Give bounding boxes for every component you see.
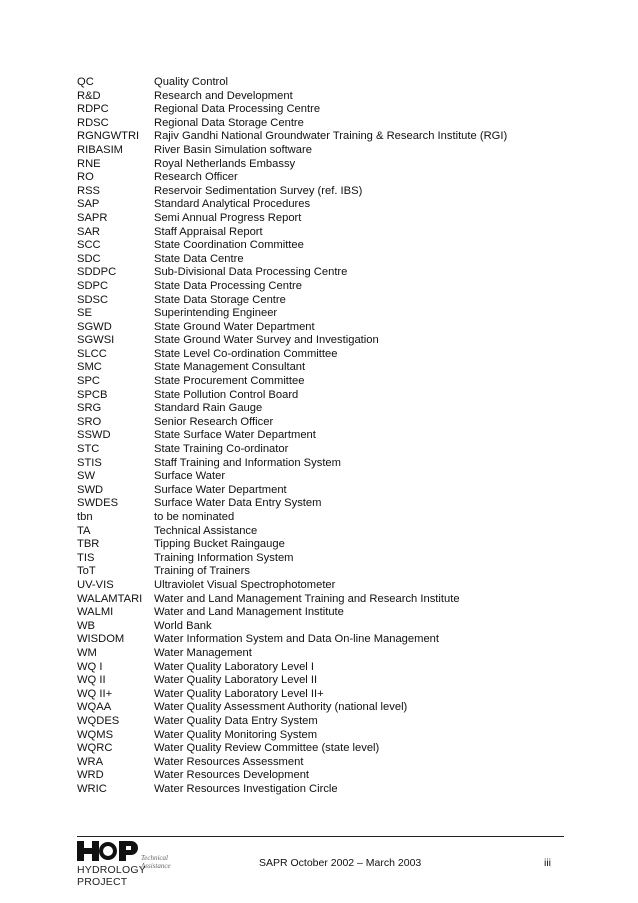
- logo-text: HYDROLOGY PROJECT: [77, 864, 146, 888]
- glossary-row: [77, 593, 507, 607]
- glossary-row: [77, 470, 507, 484]
- hp-logo-mark-icon: [77, 840, 139, 862]
- abbreviation: SDC: [77, 252, 101, 265]
- abbreviation: SWDES: [77, 497, 119, 510]
- abbreviation: tbn: [77, 511, 93, 523]
- hydrology-project-logo: [77, 840, 197, 888]
- abbreviation: ToT: [77, 565, 96, 578]
- page-number: iii: [544, 857, 551, 869]
- abbreviation: SRO: [77, 415, 102, 428]
- abbreviation: WM: [77, 646, 97, 659]
- definition: Surface Water: [154, 470, 226, 483]
- definition: Regional Data Storage Centre: [154, 116, 304, 129]
- abbreviation: RGNGWTRI: [77, 130, 140, 143]
- definition: Royal Netherlands Embassy: [154, 157, 296, 170]
- abbreviation: SDPC: [77, 279, 109, 292]
- abbreviation: SGWD: [77, 320, 112, 333]
- definition: Water Information System and Data On-line Management: [154, 633, 439, 646]
- abbreviation: WQ I: [77, 660, 103, 673]
- definition: Surface Water Department: [154, 483, 287, 496]
- definition: Staff Training and Information System: [154, 456, 341, 469]
- definition: Water Quality Review Committee (state level): [154, 742, 380, 755]
- abbreviation: SSWD: [77, 429, 111, 442]
- glossary-row: [77, 701, 507, 715]
- abbreviation: SE: [77, 307, 92, 320]
- abbreviation: WQRC: [77, 742, 113, 755]
- abbreviation: SAR: [77, 225, 101, 238]
- definition: Water Resources Assessment: [154, 755, 304, 768]
- abbreviation: RIBASIM: [77, 143, 124, 156]
- definition: Water Quality Data Entry System: [154, 714, 318, 727]
- definition: Tipping Bucket Raingauge: [154, 538, 285, 551]
- definition: Research and Development: [154, 89, 293, 102]
- report-period: SAPR October 2002 – March 2003: [259, 857, 422, 869]
- abbreviation: SW: [77, 470, 96, 483]
- glossary-row: [77, 90, 507, 104]
- abbreviation: STIS: [77, 456, 102, 469]
- definition: Standard Analytical Procedures: [154, 198, 311, 211]
- definition: Training Information System: [154, 551, 294, 564]
- glossary-row: [77, 348, 507, 362]
- glossary-row: [77, 158, 507, 172]
- definition: State Data Storage Centre: [154, 293, 286, 306]
- abbreviation: SPCB: [77, 388, 108, 401]
- glossary-row: [77, 307, 507, 321]
- abbreviation: WALAMTARI: [77, 592, 143, 605]
- glossary-row: [77, 443, 507, 457]
- definition: Training of Trainers: [154, 565, 250, 578]
- glossary-row: [77, 783, 507, 797]
- definition: Water Resources Development: [154, 769, 310, 782]
- glossary-row: [77, 457, 507, 471]
- abbreviation: SPC: [77, 375, 101, 388]
- abbreviation: RSS: [77, 184, 101, 197]
- glossary-row: [77, 729, 507, 743]
- glossary-row: [77, 253, 507, 267]
- definition: State Ground Water Survey and Investigation: [154, 334, 379, 347]
- definition: Senior Research Officer: [154, 415, 274, 428]
- abbreviation: SWD: [77, 483, 104, 496]
- abbreviation: STC: [77, 443, 100, 456]
- definition: Sub-Divisional Data Processing Centre: [154, 266, 348, 279]
- glossary-row: [77, 144, 507, 158]
- abbreviation: WISDOM: [77, 633, 125, 646]
- definition: Water Quality Laboratory Level II: [154, 674, 318, 687]
- abbreviation: WRIC: [77, 782, 107, 795]
- abbreviation: WQDES: [77, 714, 120, 727]
- glossary-row: [77, 647, 507, 661]
- glossary-row: [77, 620, 507, 634]
- abbreviation: WB: [77, 619, 96, 632]
- glossary-row: [77, 416, 507, 430]
- glossary-row: [77, 375, 507, 389]
- definition: Technical Assistance: [154, 524, 258, 537]
- glossary-row: [77, 239, 507, 253]
- glossary-row: [77, 565, 507, 579]
- abbreviation: TA: [77, 524, 91, 537]
- abbreviation: R&D: [77, 89, 101, 102]
- glossary-row: [77, 579, 507, 593]
- abbreviation: RO: [77, 171, 94, 184]
- glossary-row: [77, 389, 507, 403]
- definition: Superintending Engineer: [154, 307, 278, 320]
- abbreviation: SGWSI: [77, 334, 115, 347]
- abbreviation: UV-VIS: [77, 578, 114, 591]
- definition: Staff Appraisal Report: [154, 225, 263, 238]
- definition: Research Officer: [154, 171, 238, 184]
- glossary-row: [77, 130, 507, 144]
- glossary-row: [77, 769, 507, 783]
- definition: Water Quality Laboratory Level I: [154, 660, 315, 673]
- definition: Standard Rain Gauge: [154, 402, 263, 415]
- abbreviation: WQAA: [77, 701, 112, 714]
- definition: Surface Water Data Entry System: [154, 497, 322, 510]
- glossary-row: [77, 117, 507, 131]
- abbreviation: SLCC: [77, 347, 107, 360]
- definition: Water Quality Laboratory Level II+: [154, 687, 324, 700]
- glossary-row: [77, 429, 507, 443]
- glossary-row: [77, 402, 507, 416]
- definition: Water Quality Assessment Authority (national level): [154, 701, 408, 714]
- abbreviation: SCC: [77, 239, 101, 252]
- abbreviation: WQMS: [77, 728, 114, 741]
- glossary-row: [77, 552, 507, 566]
- logo-subtitle: Technical Assistance: [141, 854, 171, 870]
- definition: State Pollution Control Board: [154, 388, 299, 401]
- glossary-row: [77, 511, 507, 525]
- glossary-row: [77, 185, 507, 199]
- definition: State Coordination Committee: [154, 239, 304, 252]
- abbreviation: TIS: [77, 551, 95, 564]
- definition: State Ground Water Department: [154, 320, 315, 333]
- abbreviation: WQ II+: [77, 687, 113, 700]
- definition: Water and Land Management Institute: [154, 606, 344, 619]
- glossary-row: [77, 497, 507, 511]
- definition: State Surface Water Department: [154, 429, 316, 442]
- glossary-row: [77, 294, 507, 308]
- glossary-row: [77, 525, 507, 539]
- abbreviation: WALMI: [77, 606, 114, 619]
- glossary-list: [77, 76, 507, 796]
- definition: Quality Control: [154, 76, 228, 88]
- abbreviation: WQ II: [77, 674, 106, 687]
- definition: World Bank: [154, 619, 212, 632]
- definition: Reservoir Sedimentation Survey (ref. IBS): [154, 184, 363, 197]
- definition: Ultraviolet Visual Spectrophotometer: [154, 578, 336, 591]
- abbreviation: SAP: [77, 198, 100, 211]
- glossary-row: [77, 606, 507, 620]
- abbreviation: WRA: [77, 755, 104, 768]
- glossary-row: [77, 334, 507, 348]
- abbreviation: RDPC: [77, 103, 109, 116]
- glossary-row: [77, 226, 507, 240]
- glossary-row: [77, 361, 507, 375]
- glossary-row: [77, 212, 507, 226]
- glossary-row: [77, 266, 507, 280]
- glossary-row: [77, 103, 507, 117]
- definition: State Data Processing Centre: [154, 279, 302, 292]
- glossary-row: [77, 76, 507, 90]
- glossary-row: [77, 661, 507, 675]
- definition: State Training Co-ordinator: [154, 443, 289, 456]
- glossary-row: [77, 280, 507, 294]
- abbreviation: RNE: [77, 157, 101, 170]
- definition: to be nominated: [154, 511, 235, 523]
- glossary-row: [77, 742, 507, 756]
- glossary-row: [77, 198, 507, 212]
- glossary-row: [77, 321, 507, 335]
- abbreviation: RDSC: [77, 116, 109, 129]
- abbreviation: SAPR: [77, 211, 108, 224]
- definition: State Procurement Committee: [154, 375, 305, 388]
- definition: Water Management: [154, 646, 252, 659]
- abbreviation: WRD: [77, 769, 104, 782]
- glossary-row: [77, 171, 507, 185]
- glossary-row: [77, 674, 507, 688]
- definition: River Basin Simulation software: [154, 143, 312, 156]
- definition: Water and Land Management Training and Research Institute: [154, 592, 460, 605]
- glossary-row: [77, 484, 507, 498]
- definition: State Level Co-ordination Committee: [154, 347, 338, 360]
- glossary-row: [77, 715, 507, 729]
- definition: Rajiv Gandhi National Groundwater Training & Research Institute (RGI): [154, 130, 508, 143]
- footer-divider: [77, 836, 564, 837]
- glossary-row: [77, 756, 507, 770]
- definition: State Management Consultant: [154, 361, 306, 374]
- abbreviation: SMC: [77, 361, 102, 374]
- definition: State Data Centre: [154, 252, 244, 265]
- abbreviation: TBR: [77, 538, 100, 551]
- definition: Water Quality Monitoring System: [154, 728, 318, 741]
- abbreviation: SDSC: [77, 293, 109, 306]
- definition: Water Resources Investigation Circle: [154, 782, 338, 795]
- abbreviation: QC: [77, 76, 94, 88]
- definition: Semi Annual Progress Report: [154, 211, 302, 224]
- glossary-row: [77, 538, 507, 552]
- glossary-row: [77, 633, 507, 647]
- abbreviation: SDDPC: [77, 266, 117, 279]
- definition: Regional Data Processing Centre: [154, 103, 321, 116]
- glossary-row: [77, 688, 507, 702]
- abbreviation: SRG: [77, 402, 102, 415]
